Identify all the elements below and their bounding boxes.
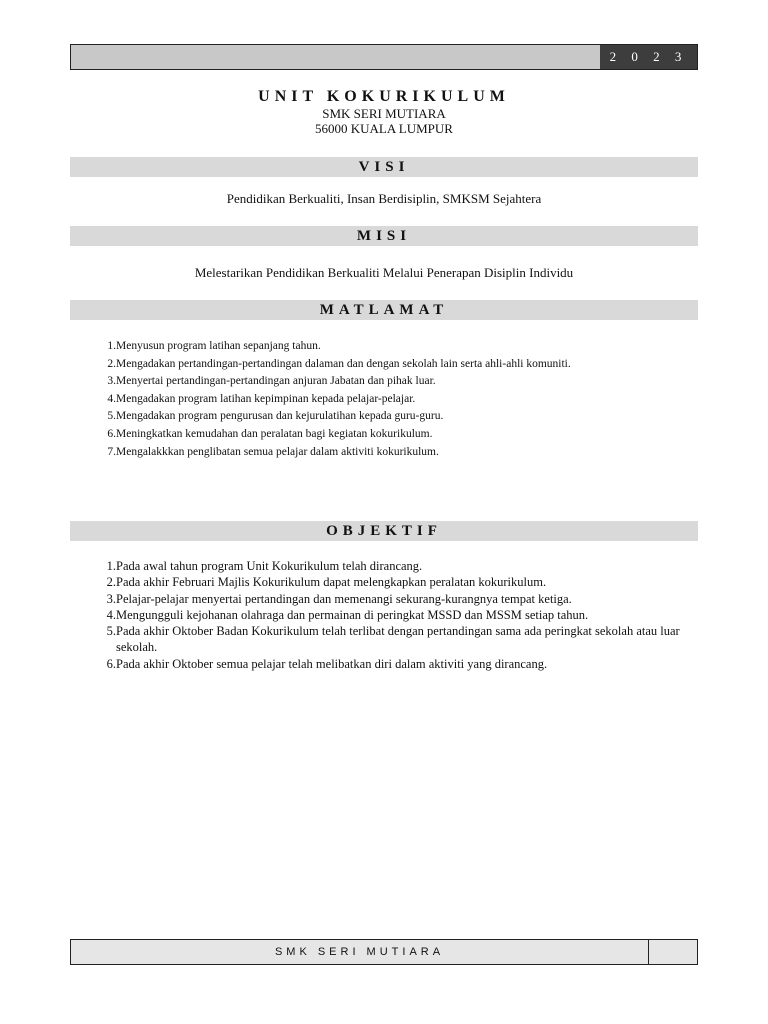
- list-item: [70, 574, 698, 590]
- footer-school-name: SMK SERI MUTIARA: [274, 946, 445, 958]
- objektif-list: [70, 558, 698, 672]
- list-item-text: Menyusun program latihan sepanjang tahun.: [116, 340, 321, 352]
- list-item-number: 7.: [107, 445, 116, 458]
- list-item: [70, 356, 698, 374]
- list-item: [70, 558, 698, 574]
- list-item: [70, 426, 698, 444]
- list-item-text: Mengadakan program latihan kepimpinan kepada pelajar-pelajar.: [116, 392, 416, 405]
- list-item-text: Mengadakan program pengurusan dan kejurulatihan kepada guru-guru.: [116, 410, 444, 423]
- header-year: 2 0 2 3: [600, 45, 697, 69]
- list-item-text: Menyertai pertandingan-pertandingan anjuran Jabatan dan pihak luar.: [116, 375, 436, 388]
- list-item-text: Mengungguli kejohanan olahraga dan permainan di peringkat MSSD dan MSSM setiap tahun.: [116, 607, 589, 622]
- list-item-number: 2.: [107, 357, 116, 370]
- list-item: [70, 607, 698, 623]
- misi-heading: MISI: [70, 226, 698, 246]
- list-item-number: 6.: [106, 656, 116, 671]
- list-item-text: Pada akhir Oktober Badan Kokurikulum telah terlibat dengan pertandingan sama ada peringkat sekolah atau luar sekolah.: [116, 624, 680, 655]
- list-item-number: 3.: [106, 591, 116, 606]
- list-item: [70, 444, 698, 462]
- list-item-number: 5.: [107, 410, 116, 423]
- school-address: 56000 KUALA LUMPUR: [315, 121, 453, 136]
- footer-bar: [70, 939, 698, 965]
- list-item-text: Mengalakkkan penglibatan semua pelajar dalam aktiviti kokurikulum.: [116, 445, 439, 458]
- list-item: [70, 591, 698, 607]
- school-name: SMK SERI MUTIARA: [322, 106, 446, 121]
- list-item-number: 3.: [107, 375, 116, 388]
- list-item-text: Pada akhir Februari Majlis Kokurikulum dapat melengkapkan peralatan kokurikulum.: [116, 575, 547, 590]
- list-item-number: 1.: [107, 340, 116, 352]
- matlamat-list: [70, 338, 698, 461]
- list-item-text: Pada akhir Oktober semua pelajar telah melibatkan diri dalam aktiviti yang dirancang.: [116, 656, 548, 671]
- list-item-number: 1.: [106, 559, 116, 573]
- list-item-number: 5.: [106, 624, 116, 639]
- visi-heading: VISI: [70, 157, 698, 177]
- list-item-text: Meningkatkan kemudahan dan peralatan bagi kegiatan kokurikulum.: [116, 427, 433, 440]
- list-item-text: Mengadakan pertandingan-pertandingan dalaman dan dengan sekolah lain serta ahli-ahli komuniti.: [116, 357, 571, 370]
- list-item: [70, 408, 698, 426]
- list-item: [70, 656, 698, 672]
- list-item: [70, 338, 698, 356]
- list-item: [70, 623, 698, 656]
- list-item-text: Pelajar-pelajar menyertai pertandingan dan memenangi sekurang-kurangnya tempat ketiga.: [116, 591, 572, 606]
- misi-text: Melestarikan Pendidikan Berkualiti Melalui Penerapan Disiplin Individu: [194, 265, 574, 280]
- list-item: [70, 373, 698, 391]
- header-bar: [70, 44, 698, 70]
- header-bar-fill: [71, 45, 600, 69]
- list-item-number: 4.: [107, 392, 116, 405]
- unit-title: UNIT KOKURIKULUM: [258, 88, 510, 105]
- visi-text: Pendidikan Berkualiti, Insan Berdisiplin, SMKSM Sejahtera: [226, 191, 542, 206]
- matlamat-heading: MATLAMAT: [70, 300, 698, 320]
- list-item-number: 6.: [107, 427, 116, 440]
- unit-header: [70, 88, 698, 136]
- list-item: [70, 391, 698, 409]
- objektif-heading: OBJEKTIF: [70, 521, 698, 541]
- list-item-number: 4.: [106, 607, 116, 622]
- list-item-number: 2.: [106, 575, 116, 590]
- footer-page-box: [648, 940, 697, 964]
- list-item-text: Pada awal tahun program Unit Kokurikulum telah dirancang.: [116, 559, 423, 573]
